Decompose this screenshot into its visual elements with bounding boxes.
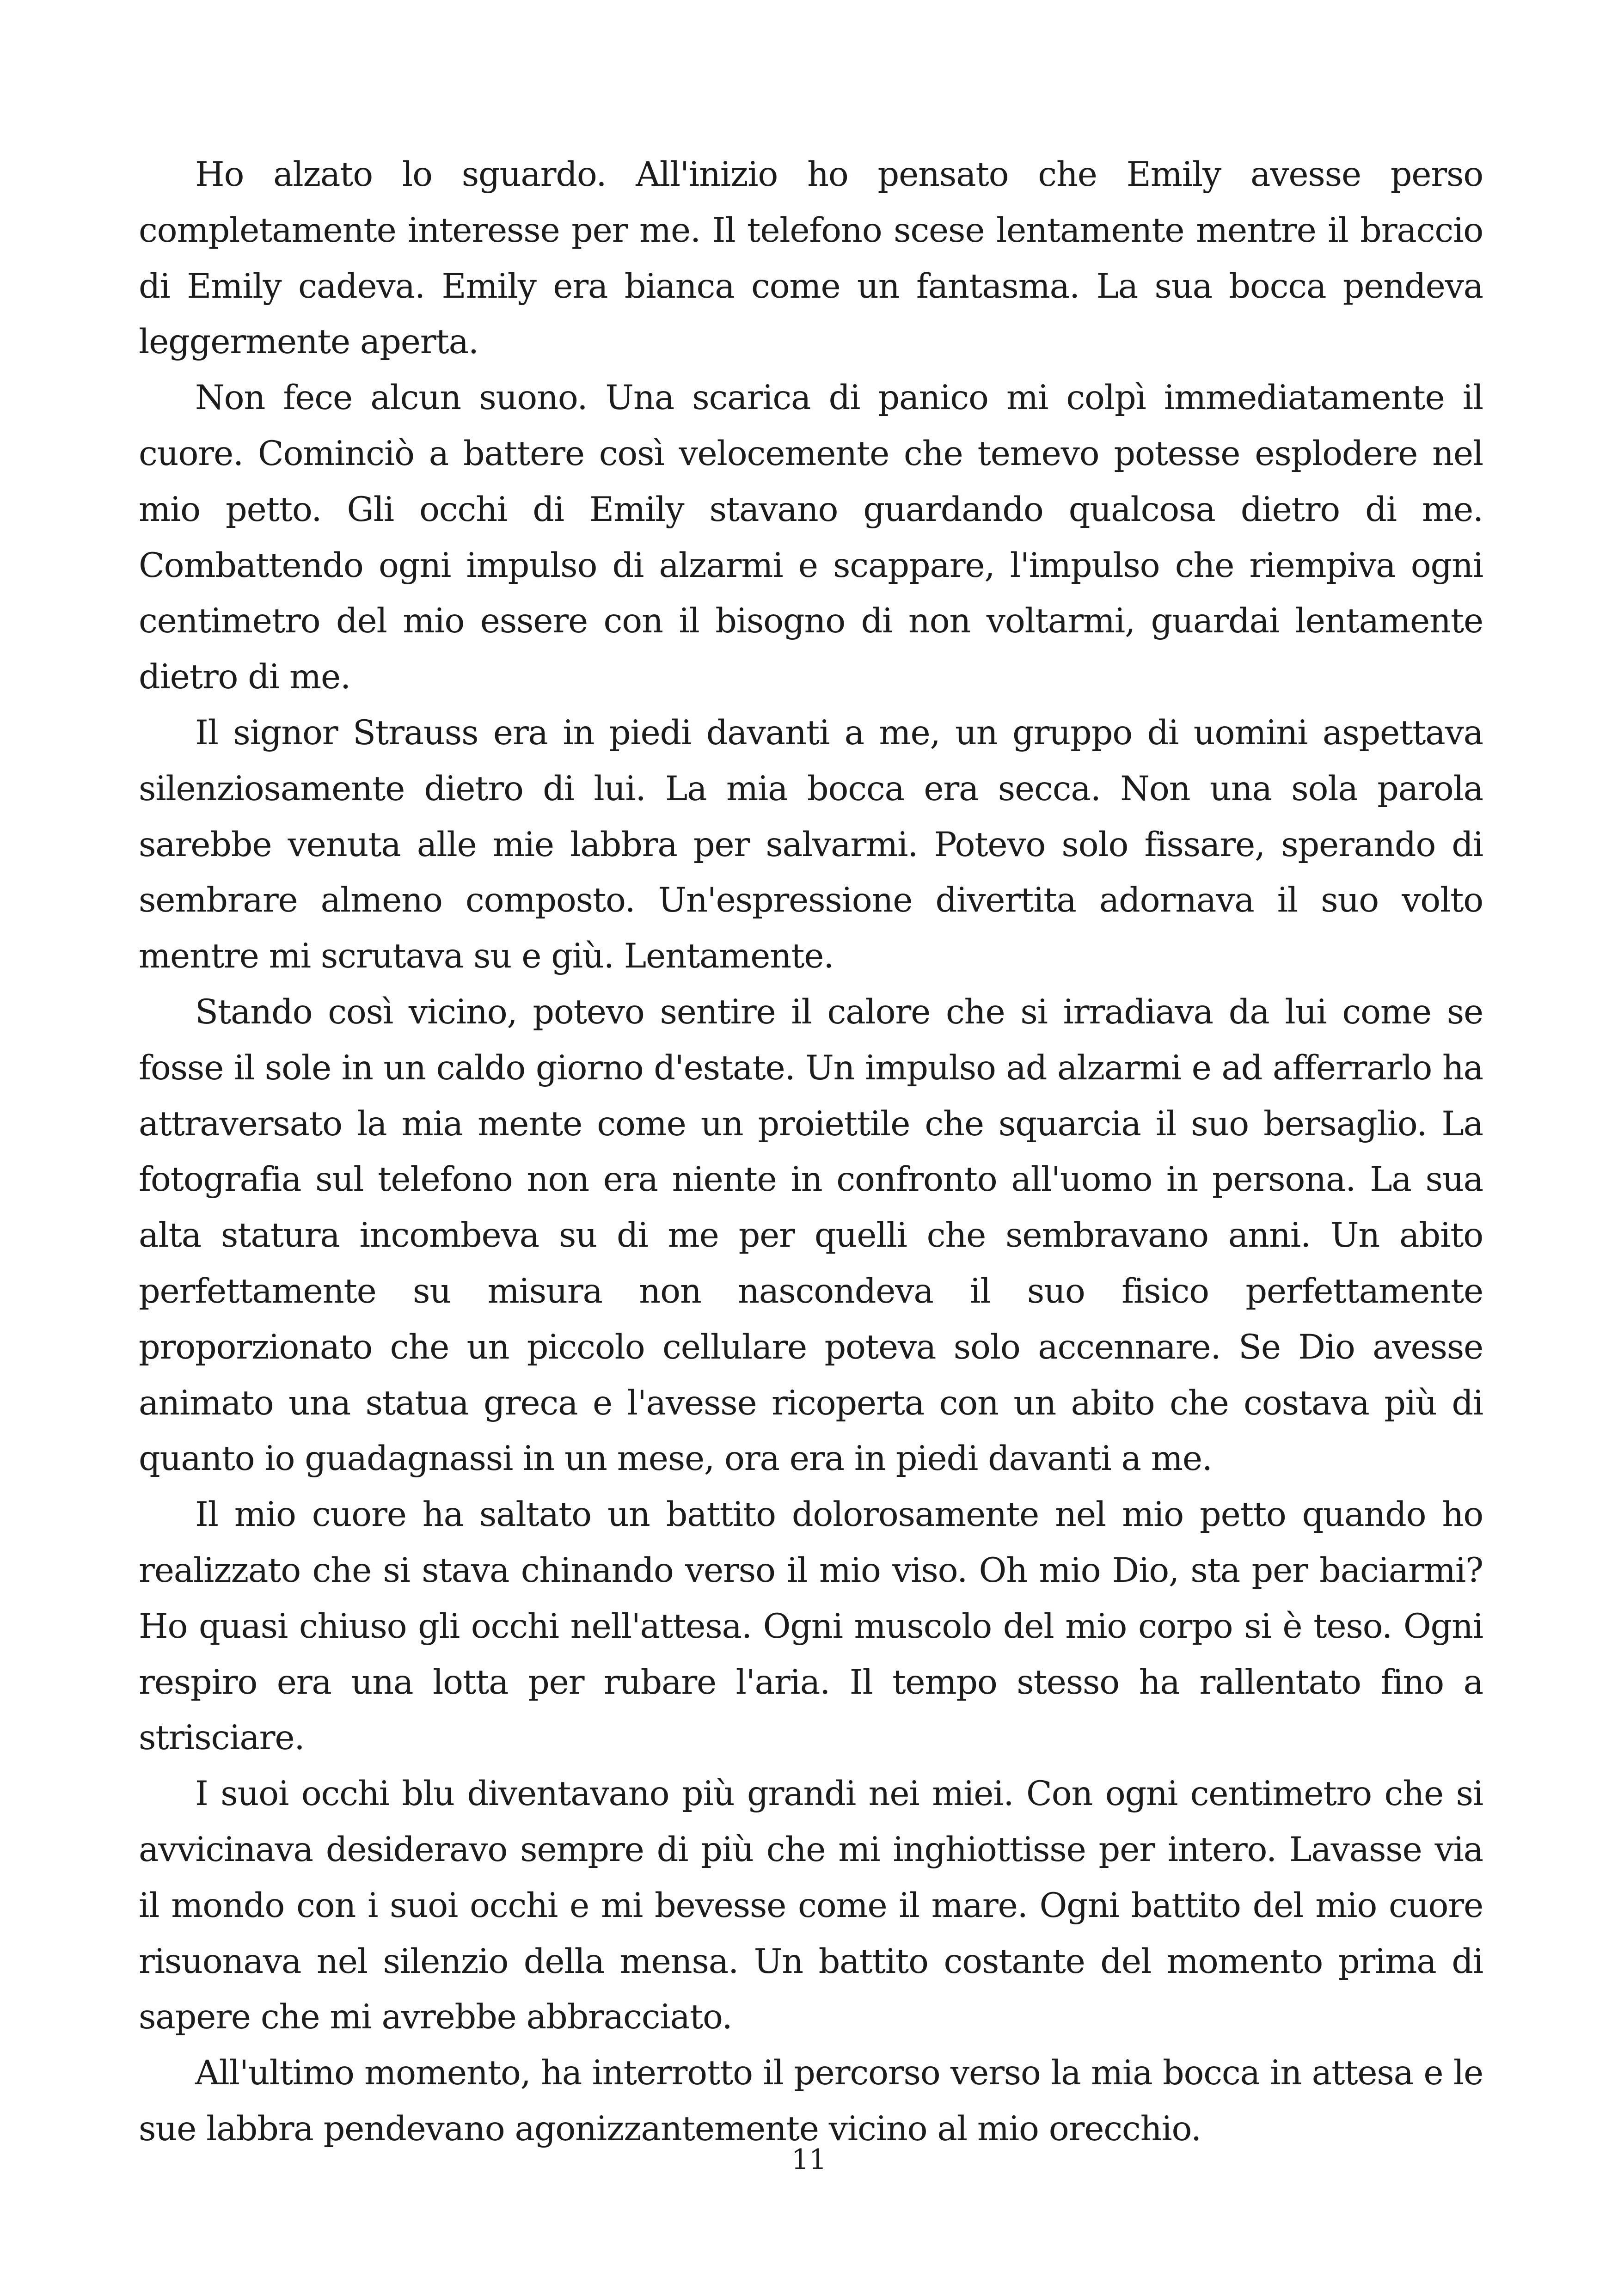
paragraph-1: Ho alzato lo sguardo. All'inizio ho pensato che Emily avesse perso completamente interesse per me. Il telefono scese lentamente mentre il braccio di Emily cadeva. Emily era bianca come un fantasma. La sua bocca pendeva leggermente aperta. [139, 155, 1483, 362]
document-page [139, 147, 1483, 2157]
paragraph-4: Stando così vicino, potevo sentire il calore che si irradiava da lui come se fosse il sole in un caldo giorno d'estate. Un impulso ad alzarmi e ad afferrarlo ha attraversato la mia mente come un proiettile che squarcia il suo bersaglio. La fotografia sul telefono non era niente in confronto all'uomo in persona. La sua alta statura incombeva su di me per quelli che sembravano anni. Un abito perfettamente su misura non nascondeva il suo fisico perfettamente proporzionato che un piccolo cellulare poteva solo accennare. Se Dio avesse animato una statua greca e l'avesse ricoperta con un abito che costava più di quanto io guadagnassi in un mese, ora era in piedi davanti a me. [139, 992, 1483, 1479]
paragraph-7: All'ultimo momento, ha interrotto il percorso verso la mia bocca in attesa e le sue labbra pendevano agonizzantemente vicino al mio orecchio. [139, 2053, 1483, 2149]
paragraph-3: Il signor Strauss era in piedi davanti a me, un gruppo di uomini aspettava silenziosamente dietro di lui. La mia bocca era secca. Non una sola parola sarebbe venuta alle mie labbra per salvarmi. Potevo solo fissare, sperando di sembrare almeno composto. Un'espressione divertita adornava il suo volto mentre mi scrutava su e giù. Lentamente. [139, 713, 1483, 976]
body-text [139, 147, 1483, 2157]
paragraph-5: Il mio cuore ha saltato un battito dolorosamente nel mio petto quando ho realizzato che si stava chinando verso il mio viso. Oh mio Dio, sta per baciarmi? Ho quasi chiuso gli occhi nell'attesa. Ogni muscolo del mio corpo si è teso. Ogni respiro era una lotta per rubare l'aria. Il tempo stesso ha rallentato fino a strisciare. [139, 1495, 1483, 1758]
paragraph-2: Non fece alcun suono. Una scarica di panico mi colpì immediatamente il cuore. Cominciò a battere così velocemente che temevo potesse esplodere nel mio petto. Gli occhi di Emily stavano guardando qualcosa dietro di me. Combattendo ogni impulso di alzarmi e scappare, l'impulso che riempiva ogni centimetro del mio essere con il bisogno di non voltarmi, guardai lentamente dietro di me. [139, 378, 1483, 697]
page-number: 11 [791, 2143, 827, 2176]
paragraph-6: I suoi occhi blu diventavano più grandi nei miei. Con ogni centimetro che si avvicinava desideravo sempre di più che mi inghiottisse per intero. Lavasse via il mondo con i suoi occhi e mi bevesse come il mare. Ogni battito del mio cuore risuonava nel silenzio della mensa. Un battito costante del momento prima di sapere che mi avrebbe abbracciato. [139, 1774, 1483, 2037]
